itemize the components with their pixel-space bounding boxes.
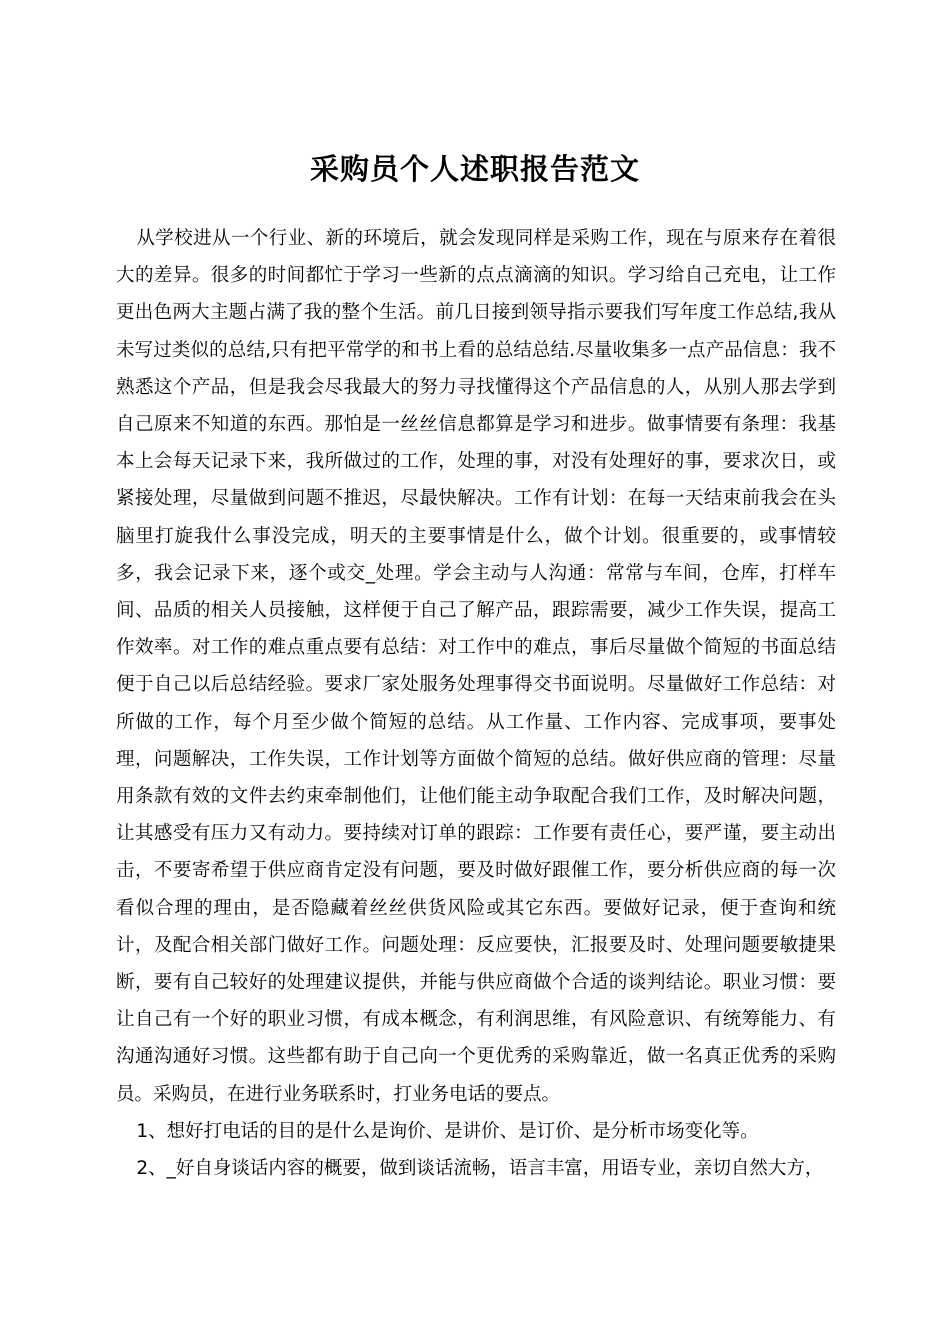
body-paragraph-point-1: 1、想好打电话的目的是什么是询价、是讲价、是订价、是分析市场变化等。 <box>136 1120 759 1142</box>
document-body <box>116 220 836 1187</box>
document-title: 采购员个人述职报告范文 <box>309 152 640 187</box>
body-paragraph-main: 从学校进从一个行业、新的环境后，就会发现同样是采购工作，现在与原来存在着很大的差异。很多的时间都忙于学习一些新的点点滴滴的知识。学习给自己充电，让工作更出色两大主题占满了我的整个生活。前几日接到领导指示要我们写年度工作总结,我从未写过类似的总结,只有把平常学的和书上看的总结总结.尽量收集多一点产品信息：我不熟悉这个产品，但是我会尽我最大的努力寻找懂得这个产品信息的人，从别人那去学到自己原来不知道的东西。那怕是一丝丝信息都算是学习和进步。做事情要有条理：我基本上会每天记录下来，我所做过的工作，处理的事，对没有处理好的事，要求次日，或紧接处理，尽量做到问题不推迟，尽最快解决。工作有计划：在每一天结束前我会在头脑里打旋我什么事没完成，明天的主要事情是什么，做个计划。很重要的，或事情较多，我会记录下来，逐个或交_处理。学会主动与人沟通：常常与车间，仓库，打样车间、品质的相关人员接触，这样便于自己了解产品，跟踪需要，减少工作失误，提高工作效率。对工作的难点重点要有总结：对工作中的难点，事后尽量做个简短的书面总结便于自己以后总结经验。要求厂家处服务处理事得交书面说明。尽量做好工作总结：对所做的工作，每个月至少做个简短的总结。从工作量、工作内容、完成事项，要事处理，问题解决，工作失误，工作计划等方面做个简短的总结。做好供应商的管理：尽量用条款有效的文件去约束牵制他们，让他们能主动争取配合我们工作，及时解决问题，让其感受有压力又有动力。要持续对订单的跟踪：工作要有责任心，要严谨，要主动出击，不要寄希望于供应商肯定没有问题，要及时做好跟催工作，要分析供应商的每一次看似合理的理由，是否隐藏着丝丝供货风险或其它东西。要做好记录，便于查询和统计，及配合相关部门做好工作。问题处理：反应要快，汇报要及时、处理问题要敏捷果断，要有自己较好的处理建议提供，并能与供应商做个合适的谈判结论。职业习惯：要让自己有一个好的职业习惯，有成本概念，有利润思维，有风险意识、有统筹能力、有沟通沟通好习惯。这些都有助于自己向一个更优秀的采购靠近，做一名真正优秀的采购员。采购员，在进行业务联系时，打业务电话的要点。 <box>116 228 836 1105</box>
body-paragraph-point-2: 2、_好自身谈话内容的概要，做到谈话流畅，语言丰富，用语专业，亲切自然大方， <box>136 1158 824 1180</box>
